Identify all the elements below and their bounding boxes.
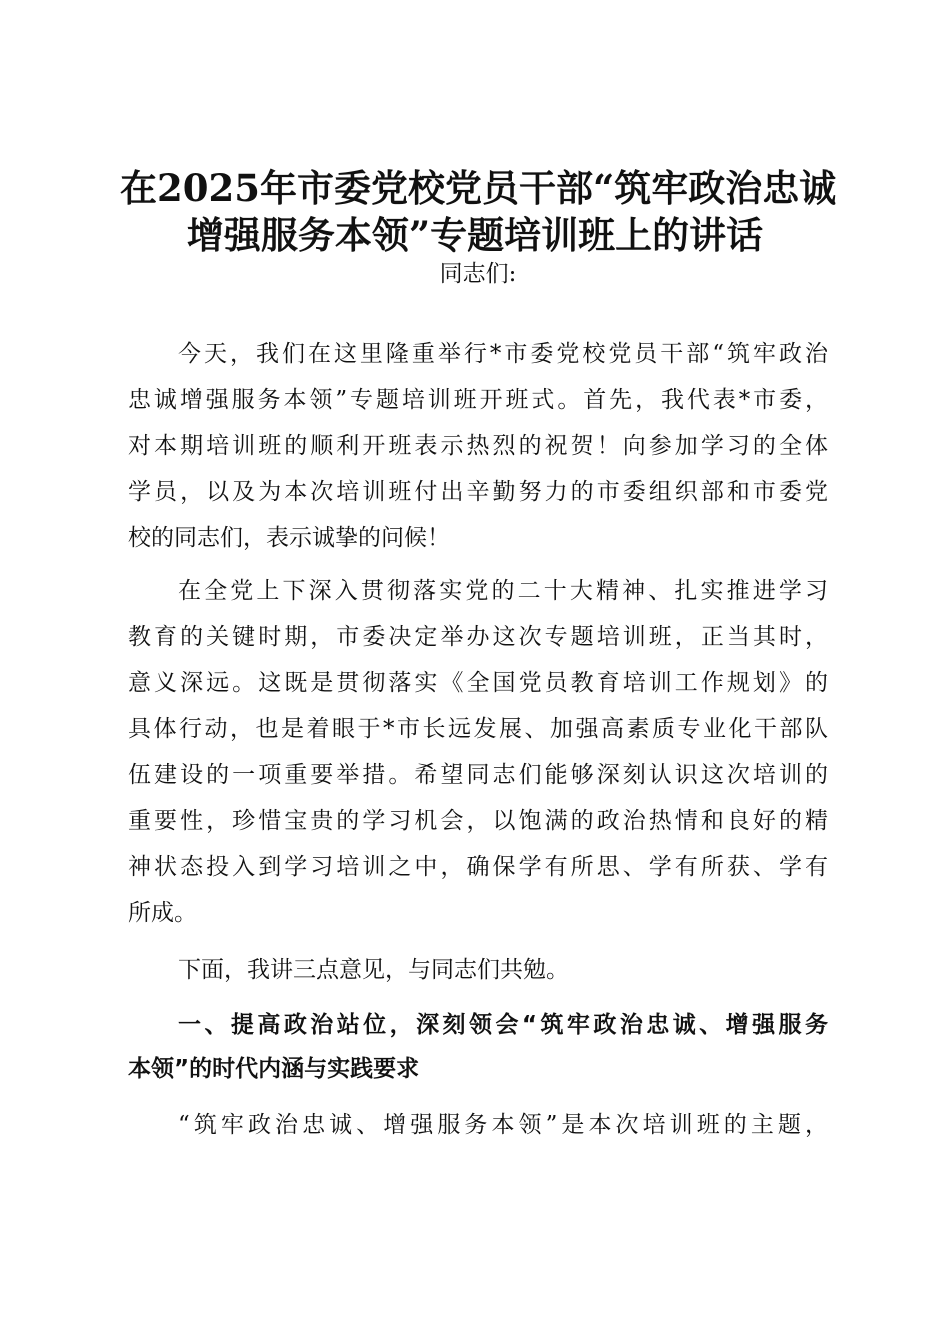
- paragraph-2-line-8: 所成。: [128, 900, 197, 926]
- paragraph-2-line-1: 在全党上下深入贯彻落实党的二十大精神、扎实推进学习: [178, 578, 828, 604]
- section-heading-line-1: 一、提高政治站位，深刻领会“筑牢政治忠诚、增强服务: [178, 1012, 828, 1038]
- section-heading-line-2: 本领”的时代内涵与实践要求: [128, 1056, 420, 1082]
- salutation: 同志们:: [439, 261, 517, 287]
- paragraph-2-line-6: 重要性，珍惜宝贵的学习机会，以饱满的政治热情和良好的精: [128, 808, 828, 834]
- paragraph-1-line-3: 对本期培训班的顺利开班表示热烈的祝贺！向参加学习的全体: [128, 433, 828, 459]
- paragraph-1-line-5: 校的同志们，表示诚挚的问候！: [128, 525, 450, 551]
- paragraph-2-line-4: 具体行动，也是着眼于*市长远发展、加强高素质专业化干部队: [128, 716, 828, 742]
- document-title-line-2: 增强服务本领”专题培训班上的讲话: [186, 213, 764, 257]
- paragraph-1-line-2: 忠诚增强服务本领”专题培训班开班式。首先，我代表*市委，: [128, 387, 828, 413]
- document-title-line-1: 在2025年市委党校党员干部“筑牢政治忠诚: [120, 166, 837, 210]
- paragraph-3-line-1: 下面，我讲三点意见，与同志们共勉。: [178, 957, 569, 983]
- paragraph-1-line-4: 学员，以及为本次培训班付出辛勤努力的市委组织部和市委党: [128, 479, 828, 505]
- paragraph-2-line-7: 神状态投入到学习培训之中，确保学有所思、学有所获、学有: [128, 854, 828, 880]
- paragraph-2-line-5: 伍建设的一项重要举措。希望同志们能够深刻认识这次培训的: [128, 762, 828, 788]
- paragraph-4-line-1: “筑牢政治忠诚、增强服务本领”是本次培训班的主题，: [178, 1112, 828, 1138]
- paragraph-2-line-3: 意义深远。这既是贯彻落实《全国党员教育培训工作规划》的: [128, 670, 828, 696]
- paragraph-1-line-1: 今天，我们在这里隆重举行*市委党校党员干部“筑牢政治: [178, 341, 828, 367]
- paragraph-2-line-2: 教育的关键时期，市委决定举办这次专题培训班，正当其时，: [128, 624, 828, 650]
